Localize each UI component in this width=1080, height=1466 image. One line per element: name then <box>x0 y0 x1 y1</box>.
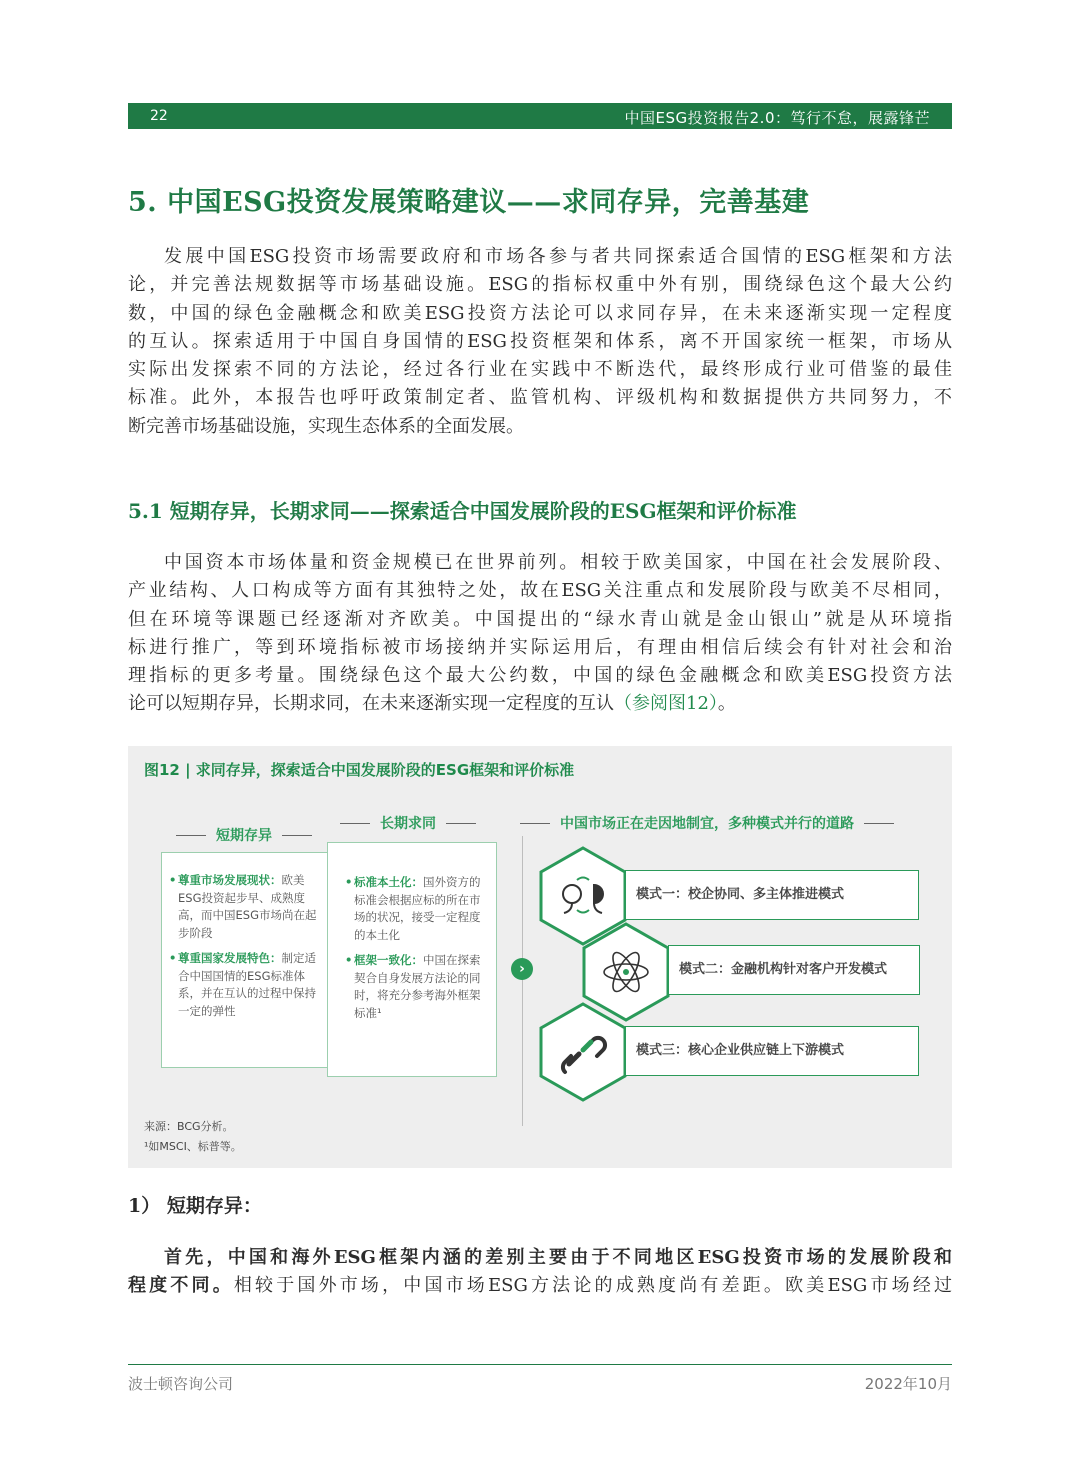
card-item-text: 欧美ESG投资起步早、成熟度高，而中国ESG市场尚在起步阶段 <box>178 873 317 940</box>
text-line: 产业结构、人口构成等方面有其独特之处，故在ESG关注重点和发展阶段与欧美不尽相同， <box>128 580 952 602</box>
card-item-key: 标准本土化： <box>354 875 423 889</box>
text-line: 的互认。探索适用于中国自身国情的ESG投资框架和体系，离不开国家统一框架，市场从 <box>128 330 952 352</box>
text-fragment: 论可以短期存异，长期求同，在未来逐渐实现一定程度的互认 <box>128 693 614 715</box>
page-number: 22 <box>150 108 168 124</box>
text-line: 首先，中国和海外ESG框架内涵的差别主要由于不同地区ESG投资市场的发展阶段和 <box>164 1247 952 1268</box>
card-item <box>354 952 484 1022</box>
text-fragment: 程度不同。 <box>128 1275 234 1297</box>
report-title: 中国ESG投资报告2.0：笃行不怠，展露锋芒 <box>624 109 930 127</box>
section-5-title: 5. 中国ESG投资发展策略建议——求同存异，完善基建 <box>128 187 810 218</box>
card-item <box>178 872 324 942</box>
card-item-text: 制定适合中国国情的ESG标准体系，并在互认的过程中保持一定的弹性 <box>178 951 316 1018</box>
text-line: 论，并完善法规数据等市场基础设施。ESG的指标权重中外有别，围绕绿色这个最大公约 <box>128 274 952 296</box>
text-line: 标准。此外，本报告也呼吁政策制定者、监管机构、评级机构和数据提供方共同努力，不 <box>128 387 952 409</box>
section-5-paragraph <box>128 243 952 441</box>
short-term-paragraph <box>128 1244 952 1301</box>
card-item <box>178 950 324 1020</box>
text-fragment: 相较于国外市场，中国市场ESG方法论的成熟度尚有差距。欧美ESG市场经过 <box>233 1275 952 1297</box>
mode-2-box: 模式二：金融机构针对客户开发模式 <box>668 945 920 995</box>
card-item-key: 尊重国家发展特色： <box>178 951 282 965</box>
footer-company: 波士顿咨询公司 <box>128 1375 234 1393</box>
text-line: 中国资本市场体量和资金规模已在世界前列。相较于欧美国家，中国在社会发展阶段、 <box>164 552 952 573</box>
text-line: 标进行推广，等到环境指标被市场接纳并实际运用后，有理由相信后续会有针对社会和治 <box>128 636 952 658</box>
text-line: 断完善市场基础设施，实现生态体系的全面发展。 <box>128 415 524 437</box>
card-item-key: 尊重市场发展现状： <box>178 873 282 887</box>
mode-1-box: 模式一：校企协同、多主体推进模式 <box>625 870 919 920</box>
arrow-right-icon: › <box>511 958 533 980</box>
figure-source <box>144 1117 242 1157</box>
card-item-key: 框架一致化： <box>354 953 423 967</box>
figure-12 <box>128 746 952 1168</box>
footer-date: 2022年10月 <box>864 1375 952 1393</box>
text-line: 发展中国ESG投资市场需要政府和市场各参与者共同探索适合国情的ESG框架和方法 <box>164 246 952 267</box>
card-item-text: 中国在探索契合自身发展方法论的同时，将充分参考海外框架标准¹ <box>354 953 481 1020</box>
column-heading-china-market: 中国市场正在走因地制宜，多种模式并行的道路 <box>560 813 854 833</box>
header-bar <box>128 103 952 129</box>
text-line: 实际出发探索不同的方法论，经过各行业在实践中不断迭代，最终形成行业可借鉴的最佳 <box>128 359 952 381</box>
column-divider <box>522 836 523 1126</box>
section-5-1-paragraph <box>128 549 952 719</box>
column-heading-short-term: 短期存异 <box>216 825 272 845</box>
text-fragment: 。 <box>717 693 736 715</box>
column-heading-long-term: 长期求同 <box>380 813 436 833</box>
footnote: ¹如MSCI、标普等。 <box>144 1140 242 1153</box>
text-line: 数，中国的绿色金融概念和欧美ESG投资方法论可以求同存异，在未来逐渐实现一定程度 <box>128 302 952 324</box>
short-term-heading: 1） 短期存异： <box>128 1195 262 1217</box>
text-line: 理指标的更多考量。围绕绿色这个最大公约数，中国的绿色金融概念和欧美ESG投资方法 <box>128 665 952 687</box>
long-term-card <box>327 842 497 1077</box>
card-item-text: 国外资方的标准会根据应标的所在市场的状况，接受一定程度的本土化 <box>354 875 481 942</box>
figure-reference-link[interactable]: （参阅图12） <box>614 693 718 715</box>
hexagon-badge-mode-3 <box>539 1002 627 1102</box>
short-term-card <box>161 852 337 1068</box>
mode-3-box: 模式三：核心企业供应链上下游模式 <box>625 1026 919 1076</box>
text-line <box>128 690 952 718</box>
figure-title: 图12 | 求同存异，探索适合中国发展阶段的ESG框架和评价标准 <box>144 761 575 779</box>
text-line <box>128 1272 952 1300</box>
text-line: 但在环境等课题已经逐渐对齐欧美。中国提出的“绿水青山就是金山银山”就是从环境指 <box>128 608 952 630</box>
footer-divider <box>128 1364 952 1365</box>
section-5-1-title: 5.1 短期存异，长期求同——探索适合中国发展阶段的ESG框架和评价标准 <box>128 499 797 523</box>
source-note: 来源：BCG分析。 <box>144 1120 234 1133</box>
card-item <box>354 874 484 944</box>
